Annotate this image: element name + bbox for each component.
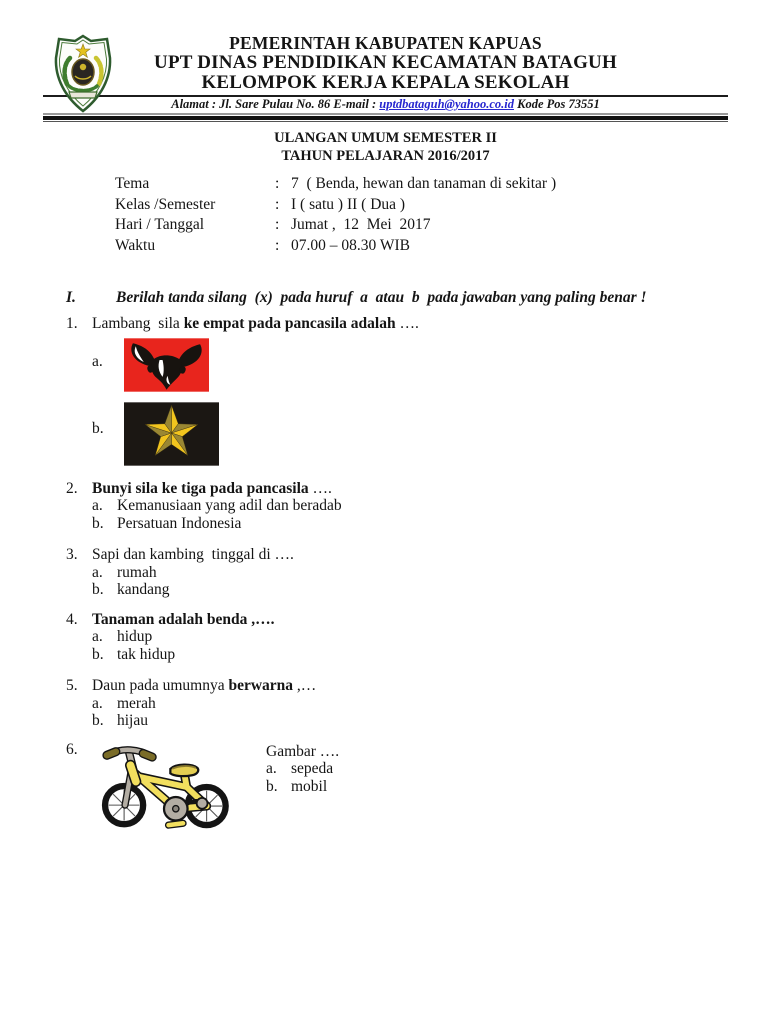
- option-row-a: [266, 760, 339, 778]
- letterhead-line-1: PEMERINTAH KABUPATEN KAPUAS: [229, 33, 542, 53]
- option-text: kandang: [117, 581, 170, 598]
- option-letter: b.: [266, 777, 278, 795]
- option-letter: a.: [92, 694, 103, 712]
- option-row-a: [92, 333, 732, 392]
- question-1: [66, 315, 732, 466]
- exam-title-line-2: TAHUN PELAJARAN 2016/2017: [281, 147, 490, 164]
- option-row-a: [92, 497, 732, 515]
- question-number: 5.: [66, 677, 78, 694]
- question-5: [66, 677, 732, 730]
- divider-rule-gray: [43, 113, 728, 115]
- option-row-b: [92, 646, 732, 664]
- question-number: 2.: [66, 479, 78, 497]
- option-row-a: [92, 628, 732, 646]
- gold-star-black-flag-image: [124, 402, 219, 466]
- address-suffix: Kode Pos 73551: [513, 97, 600, 111]
- question-stem: Sapi dan kambing tinggal di ….: [92, 546, 294, 563]
- info-value: 07.00 – 08.30 WIB: [291, 236, 410, 254]
- option-text: sepeda: [291, 760, 334, 777]
- option-row-b: [266, 778, 339, 796]
- option-letter: a.: [92, 563, 103, 581]
- option-text: rumah: [117, 563, 157, 581]
- info-value: 7 ( Benda, hewan dan tanaman di sekitar ): [291, 175, 557, 192]
- info-row-tema: [115, 174, 728, 195]
- question-4: [66, 611, 732, 664]
- option-row-b: [92, 581, 732, 599]
- info-row-hari: [115, 215, 728, 236]
- regency-shield-logo-icon: [47, 34, 119, 114]
- question-3: [66, 546, 732, 599]
- option-text: mobil: [291, 777, 328, 795]
- exam-info-table: [115, 174, 728, 256]
- info-colon: :: [275, 195, 280, 213]
- question-number: 4.: [66, 610, 78, 628]
- letterhead: [43, 33, 728, 256]
- info-label: Tema: [115, 175, 150, 192]
- info-colon: :: [275, 175, 280, 192]
- bull-head-red-flag-image: [124, 338, 209, 392]
- question-6: [66, 741, 732, 833]
- option-text: Persatuan Indonesia: [117, 514, 242, 532]
- option-row-b: [92, 515, 732, 533]
- info-value: I ( satu ) II ( Dua ): [291, 195, 406, 213]
- question-stem: Gambar ….: [266, 742, 340, 760]
- question-stem: Daun pada umumnya berwarna ,…: [92, 677, 317, 694]
- question-number: 3.: [66, 546, 78, 563]
- option-row-b: [92, 712, 732, 730]
- question-stem: Tanaman adalah benda ,….: [92, 610, 275, 628]
- section-heading: [66, 288, 732, 308]
- option-letter: b.: [92, 645, 104, 663]
- section-instruction: Berilah tanda silang (x) pada huruf a atau b pada jawaban yang paling benar !: [116, 289, 647, 306]
- address-bar: [43, 95, 728, 113]
- option-letter: b.: [92, 514, 104, 532]
- option-letter: a.: [92, 628, 103, 645]
- info-row-waktu: [115, 236, 728, 257]
- option-text: hijau: [117, 712, 148, 729]
- info-label: Hari / Tanggal: [115, 216, 205, 233]
- info-row-kelas: [115, 195, 728, 216]
- question-stem: Bunyi sila ke tiga pada pancasila ….: [92, 479, 332, 497]
- bicycle-image: [96, 741, 232, 833]
- info-colon: :: [275, 236, 280, 254]
- option-row-b: [92, 392, 732, 466]
- option-row-a: [92, 695, 732, 713]
- option-letter: b.: [92, 419, 104, 437]
- section-numeral: I.: [66, 289, 76, 306]
- letterhead-line-2: UPT DINAS PENDIDIKAN KECAMATAN BATAGUH: [154, 52, 617, 73]
- question-stem: Lambang sila ke empat pada pancasila adalah ….: [92, 315, 419, 332]
- info-label: Waktu: [115, 236, 156, 254]
- option-text: hidup: [117, 628, 153, 645]
- question-2: [66, 480, 732, 533]
- divider-rule-black: [43, 116, 728, 120]
- option-letter: a.: [92, 497, 103, 514]
- exam-body: [43, 288, 732, 833]
- option-text: tak hidup: [117, 645, 176, 663]
- option-letter: b.: [92, 581, 104, 598]
- option-letter: a.: [92, 353, 103, 370]
- address-prefix: Alamat : Jl. Sare Pulau No. 86 E-mail :: [171, 97, 380, 111]
- option-letter: b.: [92, 712, 104, 729]
- divider-rule-thin: [43, 121, 728, 122]
- letterhead-line-3: KELOMPOK KERJA KEPALA SEKOLAH: [201, 72, 570, 93]
- question-number: 1.: [66, 315, 78, 332]
- info-colon: :: [275, 216, 280, 233]
- option-text: Kemanusiaan yang adil dan beradab: [117, 497, 342, 514]
- option-letter: a.: [266, 760, 277, 777]
- option-text: merah: [117, 694, 156, 712]
- info-value: Jumat , 12 Mei 2017: [291, 216, 431, 233]
- question-number: 6.: [66, 740, 78, 758]
- info-label: Kelas /Semester: [115, 195, 216, 213]
- email-link[interactable]: uptdbataguh@yahoo.co.id: [379, 97, 514, 111]
- option-row-a: [92, 564, 732, 582]
- exam-title-line-1: ULANGAN UMUM SEMESTER II: [274, 130, 497, 146]
